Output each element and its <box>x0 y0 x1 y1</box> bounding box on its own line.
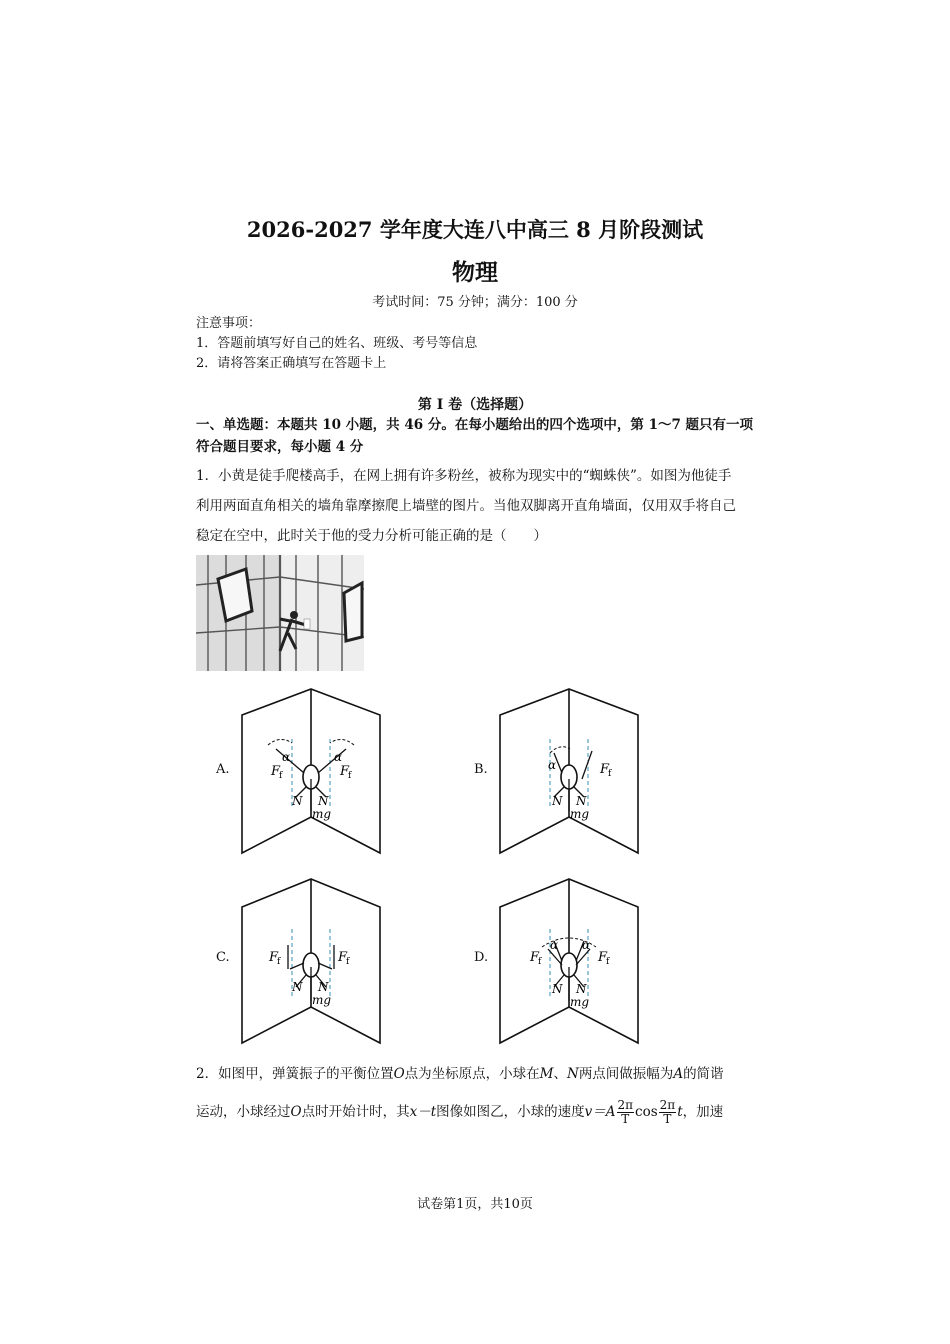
part-one-instructions <box>196 414 761 458</box>
part-one-line: 一、单选题：本题共 10 小题，共 46 分。在每小题给出的四个选项中，第 1～7 题只有一项 <box>196 417 754 433</box>
alpha-label: α <box>334 750 343 764</box>
ff-subscript: f <box>606 957 610 967</box>
notes <box>196 314 477 374</box>
option-c-diagram <box>240 877 382 1047</box>
question-1-line: 稳定在空中，此时关于他的受力分析可能正确的是（ ） <box>196 528 547 544</box>
n-label: N <box>576 982 587 996</box>
option-d-diagram <box>498 877 640 1047</box>
question-1-line: 1．小黄是徒手爬楼高手，在网上拥有许多粉丝，被称为现实中的“蜘蛛侠”。如图为他徒手 <box>196 468 732 484</box>
notes-heading: 注意事项： <box>196 316 262 331</box>
option-b-diagram <box>498 687 640 857</box>
question-2-line: 运动，小球经过O点时开始计时，其x－t图像如图乙，小球的速度v＝A $\frac{2\pi}{T}$ cos $\frac{2\pi}{T}$ t，加速 <box>196 1098 724 1126</box>
n-label: N <box>552 982 563 996</box>
alpha-label: α <box>550 938 559 952</box>
part-one-line: 符合题目要求，每小题 4 分 <box>196 439 364 455</box>
mg-label: mg <box>570 807 590 821</box>
question-2 <box>196 1055 761 1131</box>
alpha-label: α <box>282 750 291 764</box>
ff-label: F <box>340 764 350 779</box>
ff-subscript: f <box>538 957 542 967</box>
question-1 <box>196 461 758 551</box>
mg-label: mg <box>570 995 590 1009</box>
n-label: N <box>292 980 303 994</box>
option-d-label: D. <box>474 950 489 965</box>
ff-label: F <box>338 950 348 965</box>
page-footer: 试卷第1页，共10页 <box>417 1197 533 1212</box>
option-a-label: A. <box>216 762 230 777</box>
question-2-line: 2．如图甲，弹簧振子的平衡位置O点为坐标原点，小球在M、N两点间做振幅为A的简谐 <box>196 1066 724 1082</box>
exam-info: 考试时间：75 分钟；满分：100 分 <box>372 295 578 310</box>
n-label: N <box>318 794 329 808</box>
fraction: $\frac{2\pi}{T}$ <box>617 1098 634 1126</box>
exam-title: 2026-2027 学年度大连八中高三 8 月阶段测试 <box>246 217 704 242</box>
fraction: $\frac{2\pi}{T}$ <box>659 1098 676 1126</box>
n-label: N <box>318 980 329 994</box>
alpha-label: α <box>548 758 557 772</box>
subject-title: 物理 <box>452 260 498 286</box>
n-label: N <box>292 794 303 808</box>
ff-label: F <box>271 764 281 779</box>
mg-label: mg <box>312 807 332 821</box>
ff-subscript: f <box>279 771 283 781</box>
ff-label: F <box>269 950 279 965</box>
ff-label: F <box>530 950 540 965</box>
notes-item: 2．请将答案正确填写在答题卡上 <box>196 356 387 371</box>
option-b-label: B. <box>474 762 488 777</box>
section-title: 第 I 卷（选择题） <box>417 397 533 413</box>
mg-label: mg <box>312 993 332 1007</box>
option-a-diagram <box>240 687 382 857</box>
ff-subscript: f <box>608 769 612 779</box>
option-c-label: C. <box>216 950 230 965</box>
ff-subscript: f <box>277 957 281 967</box>
ff-subscript: f <box>348 771 352 781</box>
alpha-label: α <box>582 938 591 952</box>
ff-label: F <box>600 762 610 777</box>
n-label: N <box>552 794 563 808</box>
notes-item: 1．答题前填写好自己的姓名、班级、考号等信息 <box>196 336 478 351</box>
question-1-line: 利用两面直角相关的墙角靠摩擦爬上墙壁的图片。当他双脚离开直角墙面，仅用双手将自己 <box>196 498 736 514</box>
ff-subscript: f <box>346 957 350 967</box>
ff-label: F <box>598 950 608 965</box>
n-label: N <box>576 794 587 808</box>
climber-photo <box>196 555 364 671</box>
